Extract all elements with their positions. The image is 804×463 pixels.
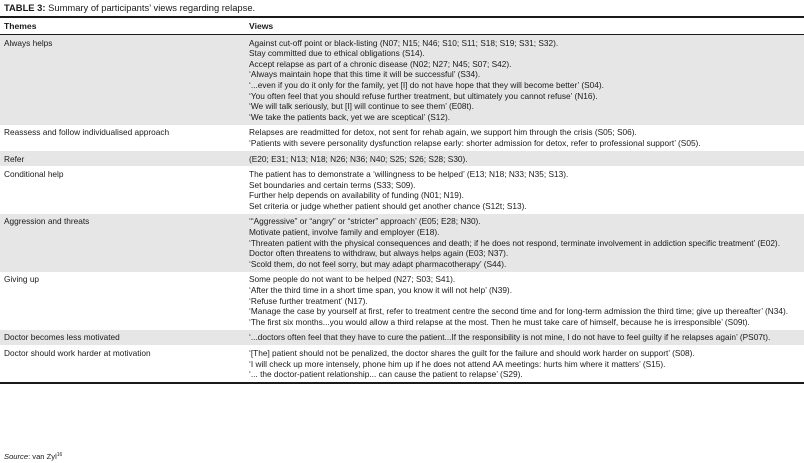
- table-source-note: [4, 450, 62, 462]
- view-statement: Relapses are readmitted for detox, not sent for rehab again, we support him through the crisis (S05; S06).: [249, 127, 637, 138]
- view-statement: ‘You often feel that you should refuse further treatment, but ultimately you cannot refuse’ (N16).: [249, 90, 598, 101]
- theme-cell: Refer: [4, 153, 25, 164]
- theme-cell: Aggression and threats: [4, 216, 90, 227]
- view-statement: The patient has to demonstrate a ‘willingness to be helped’ (E13; N18; N33; N35; S13).: [249, 169, 569, 180]
- view-statement: ‘Refuse further treatment’ (N17).: [249, 295, 368, 306]
- table-row: [0, 125, 804, 151]
- view-statement: Accept relapse as part of a chronic disease (N02; N27; N45; S07; S42).: [249, 58, 512, 69]
- column-header-themes: Themes: [4, 21, 37, 31]
- view-statement: Doctor often threatens to withdraw, but always helps again (E03; N37).: [249, 248, 509, 259]
- views-cell: [249, 38, 799, 123]
- column-header-views: Views: [249, 21, 274, 31]
- view-statement: Some people do not want to be helped (N27; S03; S41).: [249, 274, 456, 285]
- views-cell: [249, 169, 799, 211]
- table-number: TABLE 3:: [4, 2, 46, 13]
- view-statement: ‘We will talk seriously, but [I] will continue to see them’ (E08t).: [249, 101, 474, 112]
- table-row: [0, 35, 804, 125]
- table-row: [0, 214, 804, 272]
- view-statement: ‘...doctors often feel that they have to cure the patient...If the responsibility is not mine, I do not have to feel guilty if he relapses again’ (PS07t).: [249, 332, 771, 343]
- views-cell: [249, 332, 799, 343]
- view-statement: ‘I will check up more intensely, phone him up if he does not attend AA meetings: hurts him where it matters’ (S15).: [249, 358, 666, 369]
- table-body: [0, 35, 804, 382]
- table-bottom-rule: [0, 382, 804, 384]
- view-statement: ‘Manage the case by yourself at first, refer to treatment centre the second time and for long-term admission the third time; give up thereafter’ (N34).: [249, 306, 789, 317]
- source-text: : van Zyl: [28, 452, 57, 461]
- view-statement: Stay committed due to ethical obligations (S14).: [249, 48, 425, 59]
- theme-cell: Giving up: [4, 274, 40, 285]
- view-statement: ‘Scold them, do not feel sorry, but may adapt pharmacotherapy’ (S44).: [249, 258, 507, 269]
- table-row: [0, 166, 804, 213]
- views-cell: [249, 348, 799, 380]
- theme-cell: Reassess and follow individualised approach: [4, 127, 170, 138]
- table-row: [0, 272, 804, 330]
- views-cell: [249, 216, 799, 269]
- view-statement: ‘We take the patients back, yet we are sceptical’ (S12).: [249, 111, 451, 122]
- view-statement: ‘Always maintain hope that this time it will be successful’ (S34).: [249, 69, 481, 80]
- table-caption: [4, 1, 255, 14]
- view-statement: Against cut-off point or black-listing (N07; N15; N46; S10; S11; S18; S19; S31; S32).: [249, 37, 559, 48]
- view-statement: ‘Threaten patient with the physical consequences and death; if he does not respond, terminate involvement in addiction specific treatment’ (E02).: [249, 237, 781, 248]
- source-label: Source: [4, 452, 29, 461]
- view-statement: ‘The first six months...you would allow a third relapse at the most. Then he must take care of himself, because he is irresponsible’ (S09t).: [249, 316, 750, 327]
- views-cell: [249, 274, 799, 327]
- table-header-row: [0, 18, 804, 35]
- view-statement: ‘After the third time in a short time span, you know it will not help’ (N39).: [249, 284, 513, 295]
- view-statement: Motivate patient, involve family and employer (E18).: [249, 227, 440, 238]
- view-statement: ‘...even if you do it only for the family, yet [I] do not have hope that they will become better’ (S04).: [249, 79, 604, 90]
- view-statement: Further help depends on availability of funding (N01; N19).: [249, 190, 464, 201]
- view-statement: ‘... the doctor-patient relationship... can cause the patient to relapse’ (S29).: [249, 369, 523, 380]
- view-statement: ‘“Aggressive” or “angry” or “stricter” approach’ (E05; E28; N30).: [249, 216, 481, 227]
- table-row: [0, 151, 804, 167]
- view-statement: Set boundaries and certain terms (S33; S09).: [249, 179, 416, 190]
- table-row: [0, 345, 804, 382]
- views-cell: [249, 154, 799, 165]
- views-cell: [249, 127, 799, 148]
- theme-cell: Doctor should work harder at motivation: [4, 347, 151, 358]
- relapse-views-table: [0, 16, 804, 384]
- view-statement: ‘[The] patient should not be penalized, the doctor shares the guilt for the failure and should work harder on support’ (S08).: [249, 347, 695, 358]
- table-row: [0, 330, 804, 346]
- theme-cell: Doctor becomes less motivated: [4, 332, 120, 343]
- view-statement: (E20; E31; N13; N18; N26; N36; N40; S25; S26; S28; S30).: [249, 153, 468, 164]
- theme-cell: Conditional help: [4, 169, 64, 180]
- view-statement: Set criteria or judge whether patient should get another chance (S12t; S13).: [249, 200, 527, 211]
- view-statement: ‘Patients with severe personality dysfunction relapse early: shorter admission for detox, refer to professional support’ (S05).: [249, 137, 701, 148]
- source-reference: 16: [56, 452, 63, 458]
- table-title: Summary of participants’ views regarding relapse.: [45, 2, 256, 13]
- theme-cell: Always helps: [4, 37, 53, 48]
